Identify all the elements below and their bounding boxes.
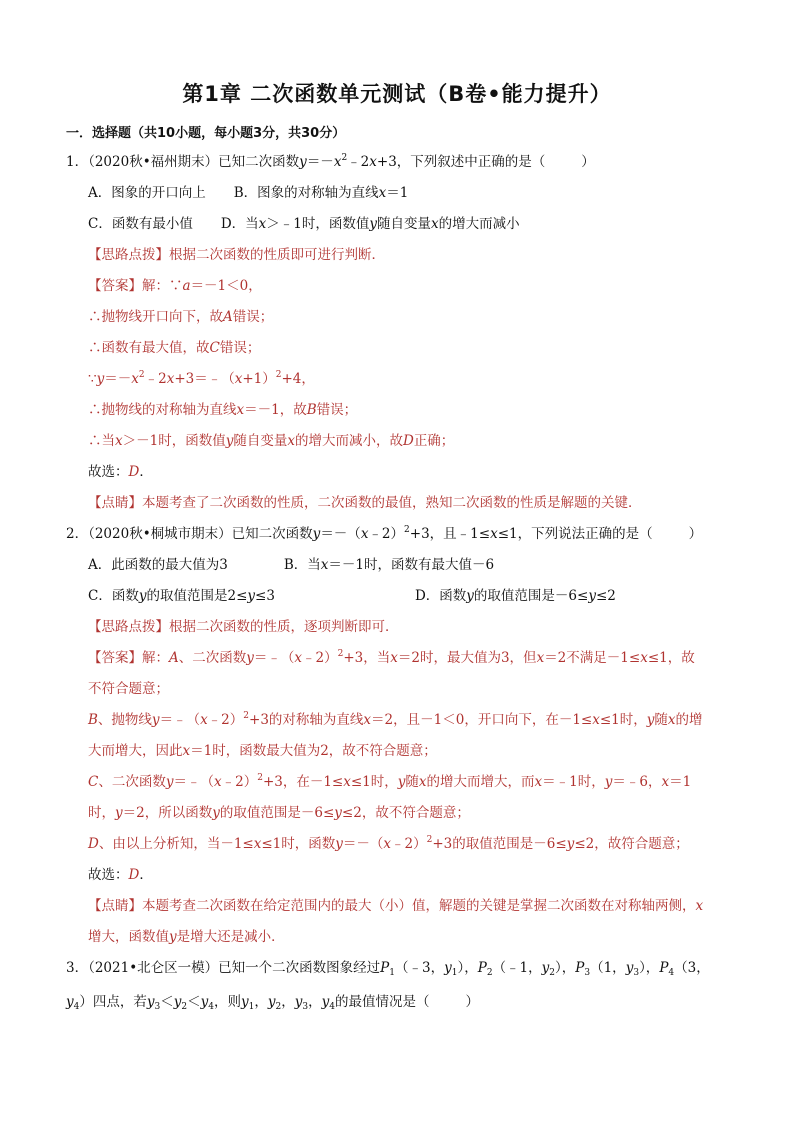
question-2-options-ab: A．此函数的最大值为3 B．当x＝－1时，函数有最大值－6 (88, 557, 495, 573)
question-1-answer-1: 【答案】解：∵a＝－1＜0， (88, 278, 262, 294)
question-1-stem: 1．（2020秋•福州期末）已知二次函数$y=-x^2﹣2x+3$，下列叙述中正确的是（ ） (66, 153, 595, 170)
question-1-answer-5: ∴抛物线的对称轴为直线x＝－1，故B错误； (88, 402, 358, 418)
question-2-hint: 【思路点拨】根据二次函数的性质，逐项判断即可． (88, 619, 399, 635)
question-1-answer-6: ∴当x＞－1时，函数值y随自变量x的增大而减小，故D正确； (88, 433, 455, 449)
question-2-answer-c2: 时，y＝2，所以函数y的取值范围是－6≤y≤2，故不符合题意； (88, 805, 470, 821)
question-2-stem: 2．（2020秋•桐城市期末）已知二次函数y＝－（x﹣2）$^2$+3，且﹣1≤x≤1，下列说法正确的是（ ） (66, 525, 703, 542)
question-3-stem-1: 3．（2021•北仑区一模）已知一个二次函数图象经过$P_1(﹣3$，$y_1$），$P_2(﹣1$，$y_2$），$P_3(1$，$y_3$），$P_4(3$， (66, 960, 710, 978)
question-2-options-cd: C．函数y的取值范围是2≤y≤3 D．函数y的取值范围是－6≤y≤2 (88, 588, 616, 604)
question-2-answer-a1: 【答案】解：A、二次函数y＝﹣（x﹣2）$^2$+3，当x＝2时，最大值为3，但x＝2不满足－1≤x≤1，故 (88, 649, 695, 666)
question-2-answer-d1: D、由以上分析知，当－1≤x≤1时，函数y＝－（x﹣2）$^2$+3的取值范围是－6≤y≤2，故符合题意； (88, 835, 689, 852)
question-1-choice: 故选：D． (88, 464, 153, 480)
question-1-options-cd: C．函数有最小值 D．当x＞﹣1时，函数值y随自变量x的增大而减小 (88, 216, 520, 232)
question-3-stem-2: $y_4$）四点，若$y_3<y_2<y_4$，则$y_1$，$y_2$，$y_3$，$y_4$的最值情况是（ ） (66, 994, 479, 1012)
question-2-review-1: 【点睛】本题考查二次函数在给定范围内的最大（小）值，解题的关键是掌握二次函数在对称轴两侧，x (88, 898, 704, 914)
question-1-answer-3: ∴函数有最大值，故C错误； (88, 340, 261, 356)
question-1-options-ab: A．图象的开口向上 B．图象的对称轴为直线x＝1 (88, 185, 409, 201)
question-2-answer-c1: C、二次函数y＝﹣（x﹣2）$^2$+3，在－1≤x≤1时，y随x的增大而增大，而x＝﹣1时，y＝﹣6，x＝1 (88, 773, 692, 790)
question-2-answer-b2: 大而增大，因此x＝1时，函数最大值为2，故不符合题意； (88, 743, 437, 759)
question-2-choice: 故选：D． (88, 867, 153, 883)
question-2-review-2: 增大，函数值y是增大还是减小． (88, 929, 285, 945)
question-1-answer-2: ∴抛物线开口向下，故A错误； (88, 309, 274, 325)
question-1-hint: 【思路点拨】根据二次函数的性质即可进行判断． (88, 247, 385, 263)
question-2-answer-b1: B、抛物线y＝﹣（x﹣2）$^2$+3的对称轴为直线x＝2，且－1＜0，开口向下，在－1≤x≤1时，y随x的增 (88, 711, 703, 728)
question-1-answer-4: $\because y=-x^2﹣2x+3=﹣(x+1)^2+4$， (88, 370, 315, 387)
question-1-review: 【点睛】本题考查了二次函数的性质，二次函数的最值，熟知二次函数的性质是解题的关键． (88, 495, 642, 511)
question-2-answer-a2: 不符合题意； (88, 681, 169, 697)
page-title: 第1章 二次函数单元测试（B卷•能力提升） (182, 82, 612, 106)
section-heading: 一．选择题（共10小题，每小题3分，共30分） (66, 126, 346, 141)
